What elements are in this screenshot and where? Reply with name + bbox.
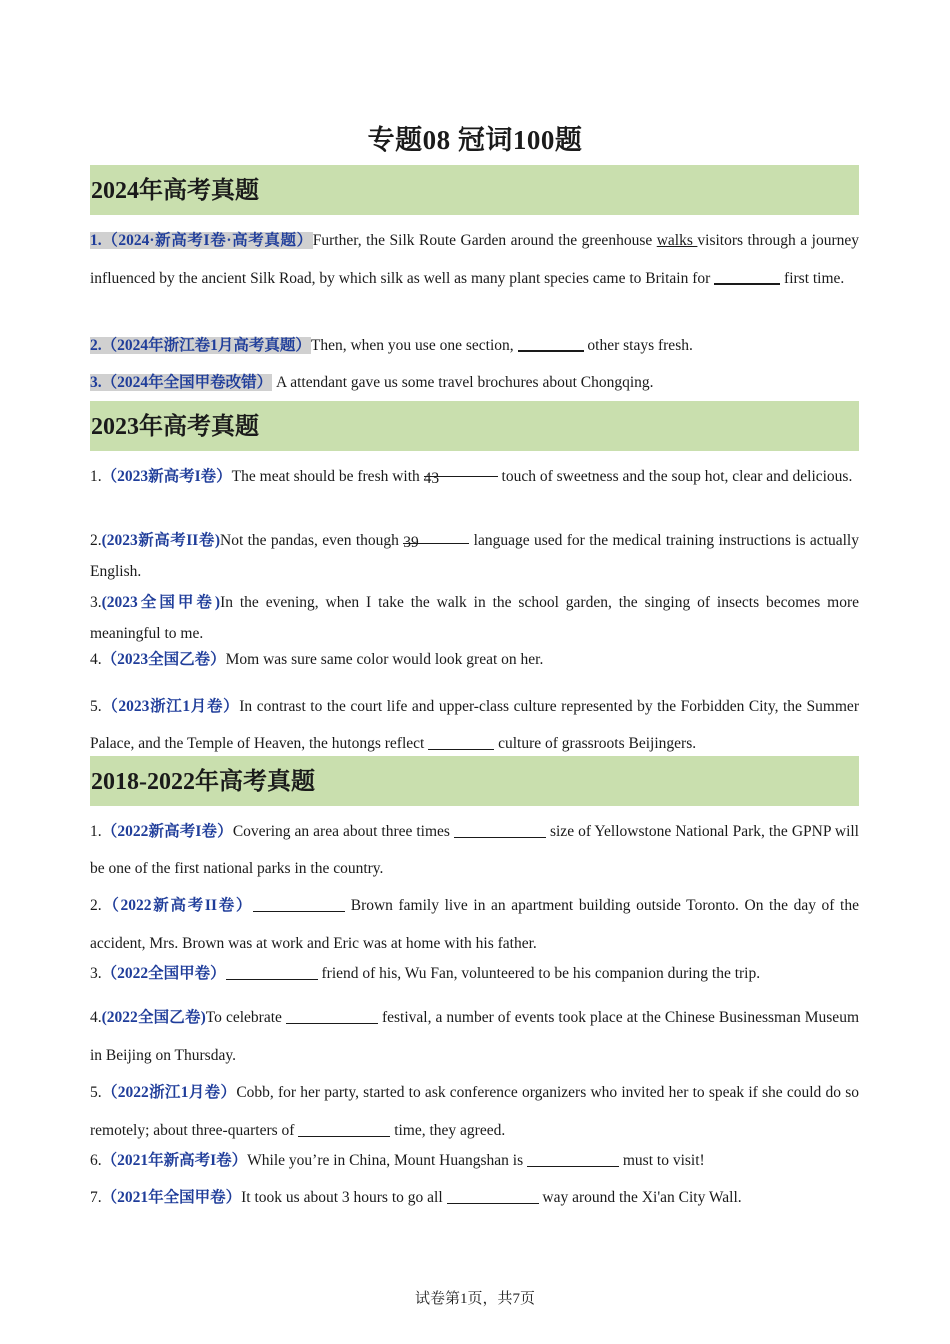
question-text: other stays fresh. — [583, 337, 693, 354]
question-text: It took us about 3 hours to go all — [241, 1189, 447, 1206]
question-source: （2022新高考II卷） — [101, 897, 254, 914]
question-source: （2022新高考I卷） — [101, 823, 233, 840]
question-number: 3. — [90, 594, 102, 611]
question-2024-3 — [90, 371, 859, 395]
question-2023-3 — [90, 587, 859, 649]
question-2023-5 — [90, 688, 859, 762]
question-source: （2022浙江1月卷） — [101, 1084, 237, 1101]
question-number: 4. — [90, 651, 102, 668]
question-text: must to visit! — [619, 1152, 705, 1169]
question-source: (2023新高考II卷) — [101, 532, 220, 549]
answer-blank[interactable] — [286, 1008, 378, 1025]
question-number: 2. — [90, 337, 102, 354]
question-text: While you’re in China, Mount Huangshan is — [247, 1152, 527, 1169]
question-source: (2023全国甲卷) — [101, 594, 221, 611]
answer-blank-numbered[interactable]: 43 — [424, 460, 498, 477]
question-2023-2 — [90, 525, 859, 587]
question-source-highlight — [90, 337, 311, 354]
question-text: Further, the Silk Route Garden around the greenhouse — [312, 232, 657, 249]
question-source: (2022全国乙卷) — [101, 1009, 206, 1026]
question-number: 5. — [90, 698, 102, 715]
answer-blank[interactable] — [428, 734, 494, 751]
question-number: 2. — [90, 532, 102, 549]
question-number: 2. — [90, 897, 102, 914]
question-source: （2021年全国甲卷） — [101, 1189, 242, 1206]
question-text: time, they agreed. — [390, 1121, 506, 1139]
question-number: 3. — [90, 374, 102, 391]
answer-blank[interactable] — [253, 896, 345, 913]
question-number: 1. — [90, 232, 102, 249]
question-text: visitors through a journey influenced by the ancient Silk Road, by which silk as well as many plant species came to Britain for — [90, 232, 859, 287]
underlined-word: walks — [656, 232, 698, 249]
question-text: Brown family live in an apartment building outside Toronto. On the day of the accident, Mrs. Brown was at work and Eric was at home with his father. — [90, 897, 859, 952]
question-number: 7. — [90, 1189, 102, 1206]
answer-blank[interactable] — [518, 335, 584, 353]
page-title: 专题08 冠词100题 — [367, 125, 583, 155]
question-text: To celebrate — [205, 1009, 286, 1026]
question-2022-1 — [90, 813, 859, 887]
question-text: friend of his, Wu Fan, volunteered to be his companion during the trip. — [317, 965, 761, 982]
answer-blank[interactable] — [454, 822, 546, 839]
question-2024-1 — [90, 222, 859, 297]
question-2021-7 — [90, 1186, 859, 1210]
question-number: 3. — [90, 965, 102, 982]
question-text: touch of sweetness and the soup hot, clear and delicious. — [497, 468, 853, 485]
question-text: In contrast to the court life and upper-class culture represented by the Forbidden City, the Summer Palace, and the Temple of Heaven, the hutongs reflect — [90, 698, 859, 752]
question-text: Mom was sure same color would look great on her. — [225, 651, 544, 668]
question-text: size of Yellowstone National Park, the GPNP will be one of the first national parks in the country. — [90, 823, 859, 877]
section-heading-2018-2022: 2018-2022年高考真题 — [90, 756, 859, 806]
question-text: Then, when you use one section, — [310, 337, 518, 354]
question-source: （2021年新高考I卷） — [101, 1152, 248, 1169]
question-text: first time. — [780, 269, 845, 287]
question-number: 4. — [90, 1009, 102, 1026]
question-number: 6. — [90, 1152, 102, 1169]
question-source-highlight — [90, 374, 272, 391]
page-footer: 试卷第1页，共7页 — [414, 1291, 535, 1307]
question-source: （2024·新高考I卷·高考真题） — [101, 232, 313, 249]
question-text: way around the Xi'an City Wall. — [538, 1189, 742, 1206]
question-2023-4 — [90, 648, 859, 672]
question-source: （2023新高考I卷） — [101, 468, 232, 485]
question-2022-2 — [90, 887, 859, 962]
question-text: culture of grassroots Beijingers. — [494, 735, 697, 752]
question-2022-4 — [90, 999, 859, 1074]
question-text: Covering an area about three times — [232, 823, 454, 840]
question-source: （2022全国甲卷） — [101, 965, 226, 982]
answer-blank[interactable] — [714, 267, 780, 285]
question-source: （2024年浙江卷1月高考真题） — [101, 337, 311, 354]
question-text: In the evening, when I take the walk in the school garden, the singing of insects becomes more meaningful to me. — [90, 594, 859, 642]
question-text: language used for the medical training instructions is actually English. — [90, 532, 859, 580]
question-source-highlight — [90, 232, 313, 249]
question-text: Not the pandas, even though — [220, 532, 404, 549]
answer-blank[interactable] — [447, 1188, 539, 1205]
question-text: Cobb, for her party, started to ask conference organizers who invited her to speak if she could do so remotely; about three-quarters of — [90, 1084, 859, 1139]
question-number: 1. — [90, 468, 102, 485]
question-2022-3 — [90, 962, 859, 986]
question-text: The meat should be fresh with — [231, 468, 424, 485]
answer-blank[interactable] — [298, 1120, 390, 1137]
section-heading-2024: 2024年高考真题 — [90, 165, 859, 215]
question-2023-1 — [90, 458, 859, 495]
question-source: （2023浙江1月卷） — [101, 698, 240, 715]
question-2024-2 — [90, 334, 859, 358]
question-source: （2024年全国甲卷改错） — [101, 374, 273, 391]
section-heading-2023: 2023年高考真题 — [90, 401, 859, 451]
answer-blank-numbered[interactable]: 39 — [403, 527, 469, 544]
question-2022-5 — [90, 1074, 859, 1149]
answer-blank[interactable] — [226, 964, 318, 981]
answer-blank[interactable] — [527, 1151, 619, 1168]
question-text: A attendant gave us some travel brochures about Chongqing. — [272, 374, 654, 391]
question-text: festival, a number of events took place at the Chinese Businessman Museum in Beijing on Thursday. — [90, 1009, 859, 1064]
question-number: 5. — [90, 1084, 102, 1101]
question-2021-6 — [90, 1149, 859, 1173]
question-number: 1. — [90, 823, 102, 840]
question-source: （2023全国乙卷） — [101, 651, 226, 668]
